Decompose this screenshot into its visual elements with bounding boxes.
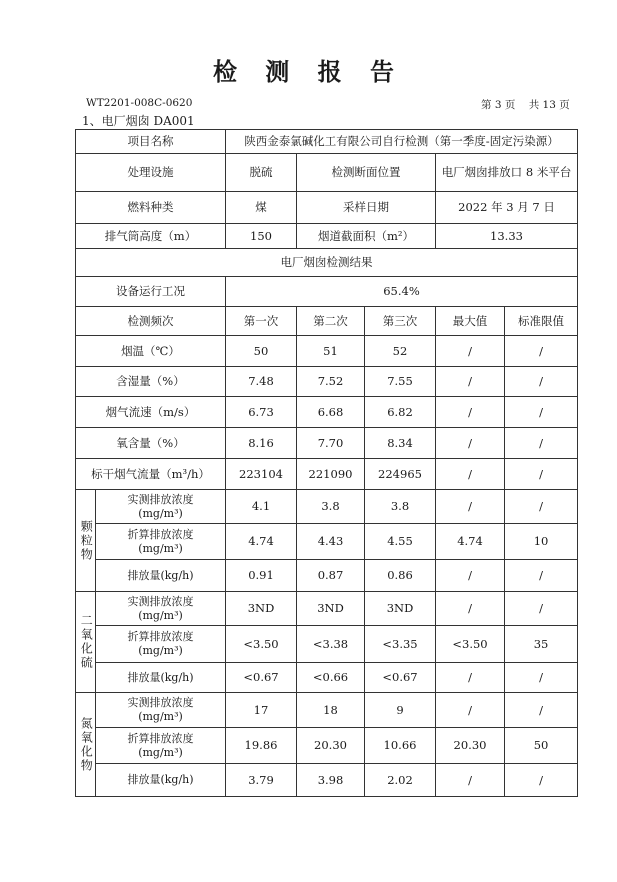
frequency-label: 检测频次 bbox=[76, 307, 226, 336]
pollutant-row bbox=[76, 693, 578, 728]
measurement-value: 7.70 bbox=[297, 428, 365, 459]
column-header: 第一次 bbox=[226, 307, 297, 336]
measurement-value: / bbox=[436, 367, 505, 397]
pollutant-row bbox=[76, 663, 578, 693]
measurement-value: / bbox=[505, 397, 578, 428]
measurement-value: / bbox=[505, 459, 578, 490]
condition-value: 65.4% bbox=[226, 277, 578, 307]
pollutant-metric-label bbox=[96, 728, 226, 764]
pollutant-value: 50 bbox=[505, 728, 578, 764]
metric-unit: (mg/m³) bbox=[138, 745, 183, 759]
pollutant-name: 氮氧化物 bbox=[79, 716, 94, 773]
measurement-row bbox=[76, 428, 578, 459]
measurement-value: 7.48 bbox=[226, 367, 297, 397]
date-value: 2022 年 3 月 7 日 bbox=[436, 192, 578, 224]
info-row-fuel bbox=[76, 192, 578, 224]
metric-unit: (mg/m³) bbox=[138, 644, 183, 657]
measurement-value: 6.73 bbox=[226, 397, 297, 428]
measurement-value: 221090 bbox=[297, 459, 365, 490]
column-header: 最大值 bbox=[436, 307, 505, 336]
pollutant-metric-label bbox=[96, 663, 226, 693]
pollutant-metric-label bbox=[96, 693, 226, 728]
pollutant-value: <0.66 bbox=[297, 663, 365, 693]
section-value: 电厂烟囱排放口 8 米平台 bbox=[436, 154, 578, 192]
pollutant-row bbox=[76, 524, 578, 560]
metric-name: 折算排放浓度 bbox=[127, 630, 194, 644]
pollutant-value: 10.66 bbox=[365, 728, 436, 764]
measurement-row bbox=[76, 397, 578, 428]
measurement-row bbox=[76, 336, 578, 367]
pollutant-group-label bbox=[76, 592, 96, 693]
pollutant-metric-label bbox=[96, 592, 226, 626]
pollutant-value: 17 bbox=[226, 693, 297, 728]
measurement-value: / bbox=[436, 459, 505, 490]
pollutant-row bbox=[76, 626, 578, 663]
measurement-value: 224965 bbox=[365, 459, 436, 490]
pollutant-metric-label bbox=[96, 626, 226, 663]
pollutant-value: / bbox=[505, 764, 578, 797]
metric-name: 实测排放浓度 bbox=[127, 594, 194, 608]
pollutant-value: 0.91 bbox=[226, 560, 297, 592]
pollutant-value: 4.74 bbox=[226, 524, 297, 560]
pollutant-value: / bbox=[505, 560, 578, 592]
pollutant-value: 10 bbox=[505, 524, 578, 560]
measurement-row bbox=[76, 367, 578, 397]
measurement-value: 223104 bbox=[226, 459, 297, 490]
condition-row bbox=[76, 277, 578, 307]
metric-unit: (mg/m³) bbox=[138, 608, 183, 622]
area-label: 烟道截面积（m²） bbox=[297, 224, 436, 249]
pollutant-value: / bbox=[436, 663, 505, 693]
pollutant-value: / bbox=[436, 592, 505, 626]
pollutant-value: <3.38 bbox=[297, 626, 365, 663]
pollutant-value: 18 bbox=[297, 693, 365, 728]
pollutant-value: 35 bbox=[505, 626, 578, 663]
measurement-label: 含湿量（%） bbox=[76, 367, 226, 397]
pollutant-row bbox=[76, 592, 578, 626]
metric-unit: (mg/m³) bbox=[138, 710, 183, 723]
pollutant-value: 0.87 bbox=[297, 560, 365, 592]
pollutant-value: <0.67 bbox=[226, 663, 297, 693]
pollutant-value: 2.02 bbox=[365, 764, 436, 797]
pollutant-value: 20.30 bbox=[436, 728, 505, 764]
pollutant-value: 20.30 bbox=[297, 728, 365, 764]
pollutant-row bbox=[76, 764, 578, 797]
fuel-label: 燃料种类 bbox=[76, 192, 226, 224]
metric-name: 排放量(kg/h) bbox=[127, 568, 194, 582]
metric-name: 折算排放浓度 bbox=[127, 731, 194, 745]
measurement-label: 氧含量（%） bbox=[76, 428, 226, 459]
pollutant-row bbox=[76, 728, 578, 764]
measurement-value: 7.55 bbox=[365, 367, 436, 397]
pollutant-value: 3.98 bbox=[297, 764, 365, 797]
metric-unit: (mg/m³) bbox=[138, 541, 183, 555]
measurement-value: / bbox=[436, 397, 505, 428]
project-value: 陕西金泰氯碱化工有限公司自行检测（第一季度-固定污染源） bbox=[226, 130, 578, 154]
measurement-label: 标干烟气流量（m³/h） bbox=[76, 459, 226, 490]
pollutant-metric-label bbox=[96, 764, 226, 797]
results-title-row bbox=[76, 249, 578, 277]
pollutant-value: 4.1 bbox=[226, 490, 297, 524]
section-label: 检测断面位置 bbox=[297, 154, 436, 192]
pollutant-value: <3.50 bbox=[436, 626, 505, 663]
metric-name: 折算排放浓度 bbox=[127, 527, 194, 541]
pollutant-value: 4.43 bbox=[297, 524, 365, 560]
measurement-value: 50 bbox=[226, 336, 297, 367]
pollutant-row bbox=[76, 490, 578, 524]
pollutant-value: 0.86 bbox=[365, 560, 436, 592]
pollutant-value: 9 bbox=[365, 693, 436, 728]
pollutant-value: <3.50 bbox=[226, 626, 297, 663]
measurement-value: / bbox=[505, 336, 578, 367]
info-row-height bbox=[76, 224, 578, 249]
condition-label: 设备运行工况 bbox=[76, 277, 226, 307]
frequency-header-row bbox=[76, 307, 578, 336]
section-heading: 1、电厂烟囱 DA001 bbox=[82, 114, 195, 128]
pollutant-value: 3ND bbox=[297, 592, 365, 626]
pollutant-value: / bbox=[505, 693, 578, 728]
measurement-value: / bbox=[436, 428, 505, 459]
measurement-value: / bbox=[505, 367, 578, 397]
measurement-value: 52 bbox=[365, 336, 436, 367]
pollutant-value: / bbox=[436, 560, 505, 592]
pollutant-value: 3.8 bbox=[365, 490, 436, 524]
pollutant-value: 4.74 bbox=[436, 524, 505, 560]
pollutant-group-label bbox=[76, 693, 96, 797]
metric-unit: (mg/m³) bbox=[138, 506, 183, 520]
fuel-value: 煤 bbox=[226, 192, 297, 224]
measurement-value: 8.34 bbox=[365, 428, 436, 459]
report-number: WT2201-008C-0620 bbox=[86, 97, 193, 109]
info-row-project bbox=[76, 130, 578, 154]
facility-value: 脱硫 bbox=[226, 154, 297, 192]
pollutant-value: 3.79 bbox=[226, 764, 297, 797]
pollutant-value: <3.35 bbox=[365, 626, 436, 663]
info-row-facility bbox=[76, 154, 578, 192]
facility-label: 处理设施 bbox=[76, 154, 226, 192]
report-title: 检 测 报 告 bbox=[212, 58, 405, 86]
pollutant-metric-label bbox=[96, 560, 226, 592]
pollutant-value: / bbox=[505, 592, 578, 626]
page-number: 第 3 页 bbox=[481, 99, 516, 111]
pollutant-value: / bbox=[436, 764, 505, 797]
pollutant-value: 19.86 bbox=[226, 728, 297, 764]
height-label: 排气筒高度（m） bbox=[76, 224, 226, 249]
column-header: 第三次 bbox=[365, 307, 436, 336]
pollutant-value: 4.55 bbox=[365, 524, 436, 560]
pollutant-value: 3.8 bbox=[297, 490, 365, 524]
pollutant-value: 3ND bbox=[365, 592, 436, 626]
metric-name: 排放量(kg/h) bbox=[127, 670, 194, 684]
page-indicator bbox=[481, 97, 570, 112]
pollutant-name: 二氧化硫 bbox=[79, 614, 94, 670]
metric-name: 排放量(kg/h) bbox=[127, 773, 194, 787]
project-label: 项目名称 bbox=[76, 130, 226, 154]
measurement-value: 7.52 bbox=[297, 367, 365, 397]
measurement-label: 烟气流速（m/s） bbox=[76, 397, 226, 428]
pollutant-metric-label bbox=[96, 524, 226, 560]
area-value: 13.33 bbox=[436, 224, 578, 249]
column-header: 标准限值 bbox=[505, 307, 578, 336]
pollutant-value: 3ND bbox=[226, 592, 297, 626]
pollutant-value: / bbox=[436, 490, 505, 524]
results-table bbox=[75, 129, 578, 797]
measurement-value: 51 bbox=[297, 336, 365, 367]
height-value: 150 bbox=[226, 224, 297, 249]
measurement-value: 6.68 bbox=[297, 397, 365, 428]
pollutant-value: <0.67 bbox=[365, 663, 436, 693]
measurement-value: / bbox=[436, 336, 505, 367]
measurement-value: 6.82 bbox=[365, 397, 436, 428]
metric-name: 实测排放浓度 bbox=[127, 696, 194, 710]
pollutant-group-label bbox=[76, 490, 96, 592]
pollutant-value: / bbox=[505, 490, 578, 524]
pollutant-row bbox=[76, 560, 578, 592]
metric-name: 实测排放浓度 bbox=[127, 492, 194, 506]
measurement-value: 8.16 bbox=[226, 428, 297, 459]
measurement-row bbox=[76, 459, 578, 490]
pollutant-value: / bbox=[436, 693, 505, 728]
page-total: 共 13 页 bbox=[528, 99, 570, 111]
results-title: 电厂烟囱检测结果 bbox=[76, 249, 578, 277]
measurement-label: 烟温（℃） bbox=[76, 336, 226, 367]
column-header: 第二次 bbox=[297, 307, 365, 336]
pollutant-value: / bbox=[505, 663, 578, 693]
measurement-value: / bbox=[505, 428, 578, 459]
pollutant-name: 颗粒物 bbox=[79, 519, 94, 562]
date-label: 采样日期 bbox=[297, 192, 436, 224]
pollutant-metric-label bbox=[96, 490, 226, 524]
